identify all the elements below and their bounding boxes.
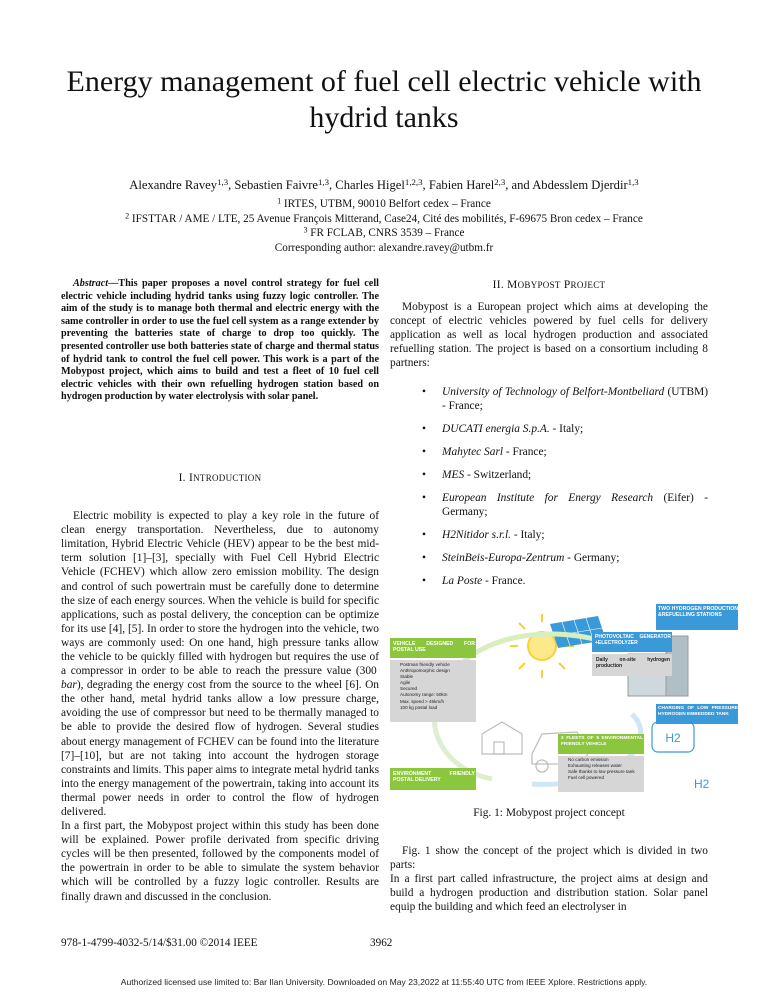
author-name: Fabien Harel (428, 178, 495, 192)
left-column (61, 278, 379, 904)
author-sup: 1,3 (627, 177, 639, 188)
page-number: 3962 (370, 937, 393, 949)
pressure-unit: bar (61, 679, 77, 692)
intro-paragraph: Electric mobility is expected to play a key role in the future of clean energy transportation. Nevertheless, due to autonomy limitation, Hybrid Electric Vehicle (HEV) appear to be the best mid-term solution [1]–[3], specially with Fuel Cell Hybrid Electric Vehicle (FCHEV) which allow zero emission mobility. The design and control of such powertrain must be carefully done to determine the size of each energy sources. When the vehicle is build for specific applications, such as postal delivery, the conception can be optimize for its use [4], [5]. In order to store the hydrogen into the vehicle, two ways are commonly used: On one hand, high pressure tanks allow the vehicle to be quickly filled with hydrogen but requires the use of a compressor in order to be able to reach the pressure value (300 bar), degrading the energy cost from the source to the wheel [6]. On the other hand, metal hydrid tanks allow a low pressure charge, avoiding the use of compressor but need to be thermally managed to be able to provide the desired flow of hydrogen. Several studies about energy management of FCHEV can be found into the literature [7]–[10], but are not taking into account the hydrogen storage constraints and limits. This paper aims to integrate metal hydrid tanks into the energy management of the powertrain, taking into account its thermal power needs in order to control the flow of hydrogen delivered. (61, 510, 379, 818)
pv-label: PHOTOVOLTAIC GENERATOR +ELECTROLYZER (595, 633, 671, 646)
abstract-text: —This paper proposes a novel control strategy for fuel cell electric vehicle including hydrid tanks using fuzzy logic controller. The aim of the study is to manage both thermal and electric energy with the same controller in order to use the fuel cell system as a range extender by preventing the batteries state of charge to drop too quickly. The presented controller use both batteries state of charge and thermal status of hydrid tank to control the fuel cell power. This work is a part of the Mobypost project, which aims to build and test a fleet of 10 fuel cell electric vehicles with their own refuelling hydrogen station based on hydrogen production by water electrolysis with solar panel. (61, 278, 379, 403)
author-sup: 1,3 (217, 177, 229, 188)
abstract (61, 278, 379, 404)
mobypost-concept-figure (382, 604, 738, 794)
author-name: Alexandre Ravey (129, 178, 218, 192)
list-item: • SteinBeis-Europa-Zentrum - Germany; (422, 552, 620, 565)
vehicle-features-list: • Postman friendly vehicle • Anthropomorphic design • Stable • Agile • Secured • Autonomy range: 50km • Max. speed > 45km/h • 100 kg postal load (392, 662, 476, 711)
stations-label: TWO HYDROGEN PRODUCTION &REFUELLING STATIONS (658, 605, 738, 618)
license-notice: Authorized licensed use limited to: Bar Ilan University. Downloaded on May 23,2022 at 11:55:40 UTC from IEEE Xplore. Restrictions apply. (120, 977, 648, 987)
charging-label: CHARGING OF LOW PRESSURE HYDROGEN EMBEDDED TANK (658, 705, 738, 717)
fleet-features-list: • No carbon emission • Exhausting releases water • Safe thanks to low pressure tank • Fuel cell powered (560, 757, 644, 781)
list-item: • University of Technology of Belfort-Montbeliard (UTBM) - France; (422, 385, 709, 412)
vehicle-label: VEHICLE DESIGNED FOR POSTAL USE (393, 640, 475, 653)
affiliation-3: $^3$ FR FCLAB, CNRS 3539 – France (303, 225, 465, 240)
infrastructure-paragraph: In a first part called infrastructure, the project aims at design and build a hydrogen production and distribution station. Solar panel equip the building and which feed an electrolyser in (390, 872, 708, 913)
author-sup: 1,2,3 (404, 177, 423, 188)
list-item: • MES - Switzerland; (422, 468, 532, 481)
affiliation-2: $^2$ IFSTTAR / AME / LTE, 25 Avenue François Mitterand, Case24, Cité des mobilités, F-69675 Bron cedex – France (125, 211, 643, 225)
partner-list (390, 385, 708, 589)
paper-title: Energy management of fuel cell electric vehicle with hydrid tanks (66, 65, 702, 134)
corresponding-author: Corresponding author: alexandre.ravey@utbm.fr (274, 241, 494, 254)
section-heading-mobypost: II. MOBYPOST PROJECT (492, 279, 606, 291)
mobypost-paragraph: Mobypost is a European project which aims at developing the concept of electric vehicles powered by fuel cells for delivery application as well as local hydrogen production and associated refuelling station. The project is based on a consortium including 8 partners: (390, 301, 708, 370)
abstract-lead: Abstract (73, 278, 109, 289)
author-name: Sebastien Faivre (234, 178, 318, 192)
h2-label-1: H2 (665, 730, 681, 745)
list-item: • Mahytec Sarl - France; (422, 445, 547, 458)
daily-production-label: Daily on-site hydrogen production (596, 656, 670, 669)
list-item: • La Poste - France. (422, 575, 526, 588)
list-item: • European Institute for Energy Research (Eifer) - Germany; (422, 492, 708, 519)
section-heading-introduction: I. INTRODUCTION (178, 471, 262, 484)
right-column (390, 278, 738, 914)
affiliations (20, 197, 748, 255)
author-sup: 2,3 (494, 177, 506, 188)
h2-label-2: H2 (694, 776, 710, 791)
affiliation-1: $^1$ IRTES, UTBM, 90010 Belfort cedex – France (277, 196, 491, 210)
copyright-line: 978-1-4799-4032-5/14/$31.00 ©2014 IEEE (61, 937, 258, 949)
author-line: Alexandre Ravey$^{1,3}$, Sebastien Faivre$^{1,3}$, Charles Higel$^{1,2,3}$, Fabien Harel$^{2,3}$, and Abdesslem Djerdir$^{1,3}$ (129, 177, 639, 192)
list-item: • DUCATI energia S.p.A. - Italy; (422, 422, 584, 435)
fleets-label: 2 FLEETS OF 5 ENVIRONMENTAL FRIENDLY VEHICLE (561, 735, 643, 747)
author-name: Abdesslem Djerdir (532, 178, 628, 192)
concept-diagram (382, 604, 738, 794)
author-sup: 1,3 (317, 177, 329, 188)
author-name: Charles Higel (335, 178, 405, 192)
intro-paragraph-2: In a first part, the Mobypost project within this study has been done will be explained. Power profile derivated from specific driving cycles will be then presented, followed by the components model of the powertrain in order to be able to simulate the system behavior which will be controlled by a fuzzy logic controller. Results are finally drawn and discussed in the conclusion. (61, 820, 379, 903)
list-item: • H2Nitidor s.r.l. - Italy; (422, 529, 545, 542)
figure-discussion-paragraph: Fig. 1 show the concept of the project which is divided in two parts: (390, 844, 708, 871)
figure-caption: Fig. 1: Mobypost project concept (473, 806, 625, 819)
env-label: ENVIRONMENT FRIENDLY POSTAL DELIVERY (393, 770, 475, 783)
house-icon (482, 722, 522, 754)
hydrogen-tank-icon (652, 722, 694, 752)
